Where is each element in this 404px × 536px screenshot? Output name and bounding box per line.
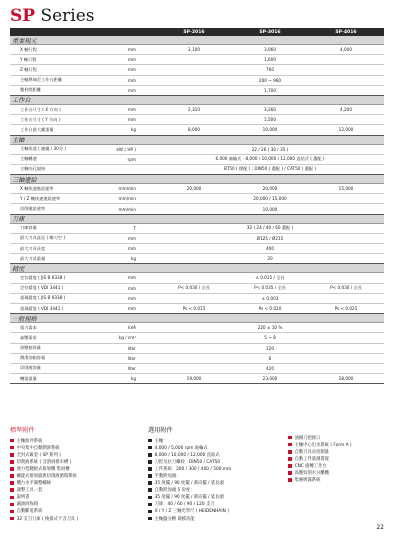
spec-value: 3,060 <box>264 47 276 53</box>
spec-unit: kg <box>130 127 136 133</box>
spec-values <box>156 335 384 340</box>
spec-value-shared: 220 ± 10 % <box>257 325 283 331</box>
accessory-label: 8,000 / 10,000 / 12,000 直結式 <box>154 452 220 458</box>
spec-unit: kVA <box>128 325 136 331</box>
spec-name: 潤滑油箱容量 <box>20 355 46 361</box>
accessory-label: 中央集中自動潤滑系統 <box>16 445 60 451</box>
spec-table-header <box>10 28 384 36</box>
spec-values <box>156 296 384 301</box>
spec-row <box>10 45 384 55</box>
accessory-item <box>148 472 288 479</box>
spec-value-shared: 20 <box>267 256 273 262</box>
accessory-item <box>10 494 145 501</box>
spec-value: 4,040 <box>340 47 352 53</box>
spec-values <box>156 78 384 83</box>
spec-row <box>10 344 384 354</box>
spec-name: 定位精度 ( JIS B 6338 ) <box>20 274 66 280</box>
accessory-label: 自動工件量測裝置 <box>294 456 329 462</box>
spec-row <box>10 125 384 135</box>
spec-values <box>156 346 384 351</box>
spec-values <box>156 107 384 112</box>
bullet-icon <box>148 439 152 443</box>
accessory-item <box>148 451 288 458</box>
spec-values <box>156 356 384 361</box>
bullet-icon <box>288 450 292 454</box>
spec-name: 定位精度 ( VDI 3441 ) <box>20 285 64 291</box>
optional-list <box>148 437 288 522</box>
section-title: 重要規元 <box>10 36 384 45</box>
spec-name: Z 軸行程 <box>20 66 37 72</box>
spec-row <box>10 65 384 75</box>
accessory-item <box>288 462 384 469</box>
spec-row <box>10 294 384 304</box>
bullet-icon <box>288 471 292 475</box>
accessory-item <box>148 494 288 501</box>
spec-values <box>156 225 384 231</box>
bullet-icon <box>10 496 14 500</box>
standard-accessories-title: 標準附件 <box>10 427 35 434</box>
spec-value: 10,000 <box>262 127 278 133</box>
spec-value: 20,000 <box>262 186 278 192</box>
accessory-item <box>10 508 145 515</box>
spec-unit: mm <box>127 306 136 312</box>
spec-name: 機器重量 <box>20 375 37 381</box>
accessory-label: 說明書 <box>16 495 30 501</box>
accessory-label: 螺旋式排屑器與切削液循環系統 <box>16 474 77 480</box>
accessory-item <box>148 458 288 465</box>
spec-value: 28,000 <box>338 376 354 382</box>
spec-value: 20,000 <box>186 186 202 192</box>
spec-value-shared: ± 0.003 <box>261 295 279 301</box>
spec-name: Y 軸行程 <box>20 56 37 62</box>
accessory-item <box>10 444 145 451</box>
model-header: SP-3016 <box>259 29 281 35</box>
bullet-icon <box>10 439 14 443</box>
accessory-item <box>148 480 288 487</box>
spec-name: 油壓箱容量 <box>20 345 41 351</box>
spec-row <box>10 374 384 384</box>
spec-value-shared: 6 <box>268 355 272 361</box>
spec-value: 12,000 <box>338 127 354 133</box>
spec-name: 工作台尺寸 ( Y 方向 ) <box>20 116 61 122</box>
accessory-label: 自動斷電系統 <box>16 509 43 515</box>
accessory-label: 手動附加頭： <box>154 474 181 480</box>
spec-name: 最大刀具直徑 ( 鄰刀空 ) <box>20 235 65 241</box>
bullet-icon <box>10 446 14 450</box>
section-title: 主軸 <box>10 136 384 145</box>
spec-value: P< 0.030 / 全長 <box>178 285 210 291</box>
accessory-item <box>10 472 145 479</box>
accessory-item <box>148 437 288 444</box>
spec-value: 2,100 <box>188 47 200 53</box>
spec-value-shared: 10,000 <box>262 206 278 212</box>
spec-row <box>10 333 384 343</box>
optional-accessories-title: 選用附件 <box>148 427 173 434</box>
spec-unit: kW ( HP ) <box>116 146 136 152</box>
bullet-icon <box>288 436 292 440</box>
accessory-label: 主軸： <box>154 438 168 444</box>
spec-name: 工作台最大載重量 <box>20 126 54 132</box>
accessory-item <box>288 434 384 441</box>
bullet-icon <box>148 517 152 521</box>
spec-unit: mm <box>127 117 136 123</box>
model-header: SP-4016 <box>335 29 357 35</box>
spec-values <box>156 117 384 122</box>
bullet-icon <box>148 503 152 507</box>
spec-value-shared: 400 <box>266 246 274 252</box>
spec-unit: kg <box>130 256 136 262</box>
accessory-item <box>288 441 384 448</box>
spec-values <box>156 147 384 152</box>
spec-values <box>156 207 384 212</box>
spec-value-shared: BT50 ( 標配 ) ; DIN50 ( 選配 ) / CAT50 ( 選配 ) <box>223 166 317 172</box>
section-title: 三軸進給 <box>10 175 384 184</box>
bullet-icon <box>148 453 152 457</box>
spec-values <box>156 186 384 191</box>
spec-name: 重現精度 ( VDI 3441 ) <box>20 305 64 311</box>
spec-row <box>10 244 384 254</box>
spec-unit: mm <box>127 107 136 113</box>
spec-name: 切削進給速率 <box>20 206 46 212</box>
bullet-icon <box>148 510 152 514</box>
spec-name: 電力需求 <box>20 324 37 330</box>
accessory-item <box>288 469 384 476</box>
spec-row <box>10 364 384 374</box>
spec-unit: mm <box>127 87 136 93</box>
spec-value: 3,260 <box>264 107 276 113</box>
spec-unit: mm/min <box>118 196 136 202</box>
accessories-block <box>10 425 384 535</box>
spec-value: P< 0.035 / 全長 <box>254 285 286 291</box>
spec-values <box>156 285 384 291</box>
accessory-label: 漏油回收箱 <box>16 502 39 508</box>
accessory-item <box>10 515 145 522</box>
spec-row <box>10 273 384 283</box>
spec-value-shared: 1,500 <box>264 117 276 123</box>
spec-value: 19,000 <box>186 376 202 382</box>
spec-row <box>10 86 384 96</box>
spec-name: 刀庫容量 <box>20 225 37 231</box>
accessory-label: 高壓切削水分離機 <box>294 471 329 477</box>
accessory-label: 切削液系統 ( 含刮屑排水槽 ) <box>16 459 72 465</box>
accessory-item <box>10 458 145 465</box>
page-number: 22 <box>376 524 384 531</box>
spec-row <box>10 145 384 155</box>
bullet-icon <box>10 453 14 457</box>
spec-value: 4,200 <box>340 107 352 113</box>
accessory-label: X / Y / Z 三軸光學尺 ( HEIDENHAIN ) <box>154 509 229 515</box>
accessory-item <box>10 487 145 494</box>
accessory-label: 自動刀具長度測量 <box>294 449 329 455</box>
accessory-item <box>10 465 145 472</box>
section-title: 刀庫 <box>10 215 384 224</box>
spec-value-shared: 32 ( 24 / 40 / 60 選配 ) <box>246 225 294 231</box>
accessory-label: 全封式鈑金 ( SP 系列 ) <box>16 452 61 458</box>
spec-name: X 軸行程 <box>20 46 37 52</box>
spec-value-shared: 760 <box>266 67 274 73</box>
spec-unit: mm <box>127 285 136 291</box>
spec-row <box>10 155 384 165</box>
bullet-icon <box>10 474 14 478</box>
spec-row <box>10 194 384 204</box>
accessory-label: 35 度擺 / 90 度擺 / 萬向擺 / 延長頭 <box>154 481 224 487</box>
spec-unit: mm/min <box>118 186 136 192</box>
spec-value: 15,000 <box>338 186 354 192</box>
bullet-icon <box>148 496 152 500</box>
spec-row <box>10 354 384 364</box>
optional-accessories <box>148 425 288 522</box>
model-header: SP-2016 <box>183 29 205 35</box>
spec-values <box>156 256 384 261</box>
spec-unit: mm <box>127 67 136 73</box>
spec-values <box>156 127 384 132</box>
section-title: 一般規格 <box>10 314 384 323</box>
bullet-icon <box>10 510 14 514</box>
bullet-icon <box>288 478 292 482</box>
accessory-label: 工件系統：200 / 300 / 400 / 500 mm <box>154 466 232 472</box>
spec-value: 8,000 <box>188 127 200 133</box>
spec-name: 重現精度 ( JIS B 6338 ) <box>20 295 66 301</box>
spec-unit: mm <box>127 246 136 252</box>
spec-values <box>156 47 384 52</box>
accessory-item <box>10 501 145 508</box>
spec-name: 氣壓需求 <box>20 334 37 340</box>
spec-unit: mm <box>127 57 136 63</box>
spec-value-shared: 6,000 齒輪式 - 8,000 / 10,000 / 12,000 直結式 ( 選配 ) <box>215 156 325 162</box>
spec-value-shared: 1,600 <box>264 57 276 63</box>
optional-accessories-2 <box>288 434 384 484</box>
spec-value: 2,310 <box>188 107 200 113</box>
spec-row <box>10 184 384 194</box>
accessory-label: 刀把及拉刀螺栓：DIN50 / CAT50 <box>154 459 221 465</box>
spec-row <box>10 254 384 264</box>
bullet-icon <box>148 467 152 471</box>
accessory-label: 32 支刀刀庫 ( 換掛式不含刀具 ) <box>16 516 79 522</box>
accessory-item <box>148 515 288 522</box>
spec-values <box>156 306 384 311</box>
spec-unit: rpm <box>127 156 136 162</box>
accessory-label: 油錫刀把接口 <box>294 435 321 441</box>
spec-value: 23,000 <box>262 376 278 382</box>
spec-unit: liter <box>127 355 136 361</box>
spec-table <box>10 28 384 384</box>
bullet-icon <box>10 517 14 521</box>
bullet-icon <box>10 503 14 507</box>
spec-unit: kg / cm² <box>118 335 136 341</box>
accessory-label: 機台水平調整螺絲 <box>16 481 51 487</box>
bullet-icon <box>288 443 292 447</box>
spec-name: 切削液容量 <box>20 365 41 371</box>
spec-row <box>10 304 384 314</box>
optional-list-2 <box>288 434 384 484</box>
spec-name: 主軸轉速 <box>20 156 37 162</box>
spec-unit: mm <box>127 47 136 53</box>
bullet-icon <box>288 464 292 468</box>
spec-value-shared: ± 0.015 / 全長 <box>255 274 285 280</box>
bullet-icon <box>148 488 152 492</box>
spec-value-shared: Ø125 / Ø215 <box>256 235 284 241</box>
bullet-icon <box>288 457 292 461</box>
spec-row <box>10 55 384 65</box>
spec-unit: mm <box>127 275 136 281</box>
spec-unit: mm <box>127 77 136 83</box>
spec-values <box>156 366 384 371</box>
spec-values <box>156 246 384 251</box>
spec-name: 最大刀具重量 <box>20 255 46 261</box>
spec-row <box>10 76 384 86</box>
bullet-icon <box>10 488 14 492</box>
section-title: 工作台 <box>10 96 384 105</box>
spec-values <box>156 275 384 281</box>
bullet-icon <box>148 460 152 464</box>
spec-value: Ps < 0.025 <box>334 306 358 312</box>
spec-name: X 軸快速進給速率 <box>20 185 54 191</box>
spec-name: 最大刀具長度 <box>20 245 46 251</box>
spec-unit: T <box>133 225 136 231</box>
accessory-label: 4,000 / 5,000 rpm 齒輪式 <box>154 445 208 451</box>
accessory-label: 集塵吸霧系統 <box>294 478 321 484</box>
spec-value-shared: 120 <box>266 345 274 351</box>
spec-values <box>156 236 384 241</box>
bullet-icon <box>148 446 152 450</box>
accessory-label: 刀庫：40 / 60 / 90 / 120 支刀 <box>154 502 215 508</box>
spec-value: Ps < 0.020 <box>258 306 282 312</box>
accessory-label: 自動附加頭 5 份度： <box>154 488 195 494</box>
bullet-icon <box>10 481 14 485</box>
spec-unit: liter <box>127 365 136 371</box>
spec-value-shared: 20,000 / 15,000 <box>253 196 287 202</box>
accessory-item <box>10 437 145 444</box>
accessory-label: 調整工具一套 <box>16 488 43 494</box>
accessory-item <box>288 455 384 462</box>
accessory-item <box>10 480 145 487</box>
spec-value-shared: 420 <box>266 365 274 371</box>
spec-values <box>156 325 384 330</box>
spec-unit: mm/min <box>118 206 136 212</box>
spec-values <box>156 57 384 62</box>
spec-name: 工作台尺寸 ( X 方向 ) <box>20 106 61 112</box>
spec-value-shared: 5 ~ 8 <box>264 335 276 341</box>
accessory-item <box>10 451 145 458</box>
accessory-label: 主軸中心出水系統 ( Form A ) <box>294 442 352 448</box>
bullet-icon <box>148 481 152 485</box>
spec-row <box>10 115 384 125</box>
accessory-label: 主軸油冷系統 <box>16 438 43 444</box>
title-prefix: SP <box>10 6 36 26</box>
spec-unit: mm <box>127 235 136 241</box>
accessory-item <box>288 477 384 484</box>
spec-sections <box>10 36 384 384</box>
spec-name: 雙柱間距離 <box>20 87 41 93</box>
spec-unit: liter <box>127 345 136 351</box>
spec-values <box>156 156 384 162</box>
spec-name: 主軸鼻端至工作台距離 <box>20 77 62 83</box>
page-title <box>10 6 95 26</box>
spec-value-shared: 200 ~ 960 <box>258 77 282 83</box>
standard-list <box>10 437 145 522</box>
spec-value-shared: 22 / 26 ( 30 / 35 ) <box>251 146 289 152</box>
section-title: 精度 <box>10 264 384 273</box>
spec-values <box>156 88 384 93</box>
accessory-item <box>148 465 288 472</box>
accessory-item <box>148 487 288 494</box>
spec-row <box>10 204 384 214</box>
accessory-item <box>288 448 384 455</box>
standard-accessories <box>10 425 145 522</box>
accessory-label: CNC 旋轉工作台 <box>294 463 327 469</box>
spec-row <box>10 165 384 175</box>
spec-name: 主軸馬達 ( 連續 / 30分 ) <box>20 146 66 152</box>
spec-row <box>10 234 384 244</box>
spec-row <box>10 284 384 294</box>
spec-value: Ps < 0.015 <box>182 306 206 312</box>
spec-row <box>10 323 384 333</box>
spec-name: Y / Z 軸快速進給速率 <box>20 195 61 201</box>
spec-values <box>156 67 384 72</box>
spec-row <box>10 224 384 234</box>
spec-value: P< 0.030 / 全長 <box>330 285 362 291</box>
spec-value-shared: 1,700 <box>264 87 276 93</box>
spec-row <box>10 105 384 115</box>
accessory-label: 主軸盤分精 環模功能 <box>154 516 195 522</box>
spec-unit: mm <box>127 295 136 301</box>
spec-name: 主軸內孔規格 <box>20 166 46 172</box>
spec-values <box>156 196 384 201</box>
title-suffix: Series <box>40 6 95 26</box>
bullet-icon <box>148 474 152 478</box>
bullet-icon <box>10 460 14 464</box>
accessory-item <box>148 501 288 508</box>
bullet-icon <box>10 467 14 471</box>
accessory-label: 強力型鏈板式排屑機 集屑槽 <box>16 466 70 472</box>
accessory-item <box>148 444 288 451</box>
accessory-label: 35 度擺 / 90 度擺 / 萬向擺 / 延長頭 <box>154 495 224 501</box>
spec-unit: kg <box>130 376 136 382</box>
spec-values <box>156 376 384 381</box>
accessory-item <box>148 508 288 515</box>
spec-values <box>156 166 384 172</box>
